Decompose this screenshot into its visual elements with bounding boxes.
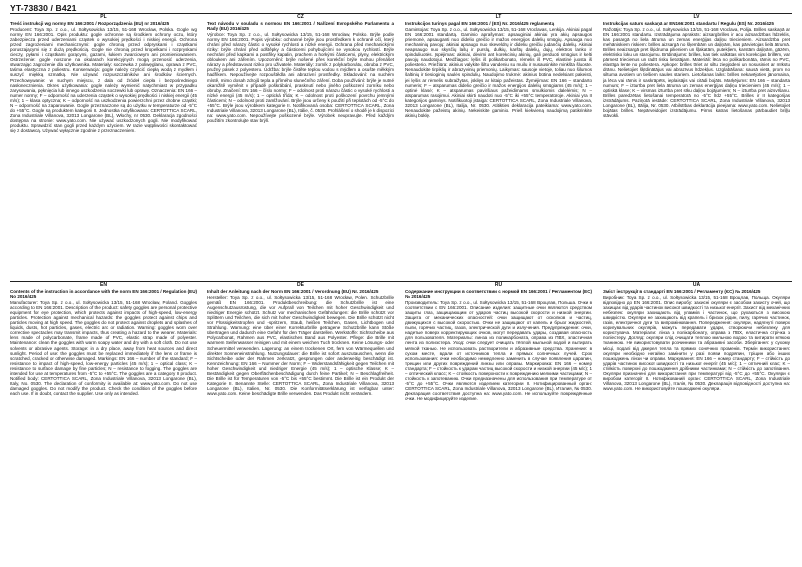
- section-ua: [603, 282, 790, 557]
- section-ru: [405, 282, 592, 557]
- language-code: LV: [693, 14, 700, 20]
- section-lv: [603, 14, 790, 276]
- section-body: Výrobce: Toya Sp. z o.o., ul. Sołtysowicka 13/15, 51-168 Wrocław, Polsko. Brýle podle normy EN 166:2001. Popis výrobku: ochranné brýle jsou prostředkem k ochraně očí, který chrání před nárazy částic o vysoké rychlosti a nízké energii. Ochrana před mechanickými riziky: brýle chrání před odštěpky a částicemi pohybujícími se vysokou rychlostí. Brýle nechrání před kapkami a postřiky kapalin, prachem a horkými částicemi, plyny, elektrickým obloukem ani zářením. Upozornění: brýle nošené přes korekční brýle mohou přenášet nárazy a představovat riziko pro uživatele. Materiály: zorník z polykarbonátu, obruba z PVC, pružný pásek z polyesteru. Údržba: brýle čistěte teplou vodou s mýdlem a osušte měkkým hadříkem. Nepoužívejte rozpouštědla ani abrazivní prostředky. Skladování: na suchém místě, mimo dosah zdrojů tepla a přímého slunečního záření. Doba používání: brýle je nutné okamžitě vyměnit v případě poškrábání, prasknutí nebo jiného poškození zorníku nebo obruby. Značení: EN 166 – číslo normy; F – odolnost proti nárazu částic o vysoké rychlosti a nízké energii (45 m/s); 1 – optická třída; K – odolnost proti poškození povrchu jemnými částicemi; N – odolnost proti zamlžování. Brýle jsou určeny k použití při teplotách od -5°C do +55°C. Brýle jsou výrobkem kategorie II. Notifikovaná osoba: CERTOTTICA SCARL, Zona Industriale Villanova, 32013 Longarone (BL), Itálie, č. 0530. Prohlášení o shodě je k dispozici na: www.yato.com. Nepoužívejte poškozené brýle. Výrobek neupravujte. Před každým použitím zkontrolujte stav brýlí.: [207, 32, 394, 123]
- language-code: PL: [100, 14, 107, 20]
- section-body: Hersteller: Toya Sp. z o.o., ul. Sołtysowicka 13/15, 51-168 Wrocław, Polen. Schutzbrille gemäß EN 166:2001. Produktbeschreibung: die Schutzbrille ist eine Augenschutzausrüstung, die vor Aufprall von Teilchen mit hoher Geschwindigkeit und niedriger Energie schützt. Schutz vor mechanischen Gefährdungen: die Brille schützt vor Splittern und Teilchen, die sich mit hoher Geschwindigkeit bewegen. Die Brille schützt nicht vor Flüssigkeitstropfen und -spritzern, Staub, heißen Teilchen, Gasen, Lichtbogen und Strahlung. Warnung: eine über einer Korrekturbrille getragene Schutzbrille kann Stöße übertragen und dadurch eine Gefahr für den Träger darstellen. Werkstoffe: Sichtscheibe aus Polycarbonat, Rahmen aus PVC, elastisches Band aus Polyester. Pflege: die Brille mit warmem Seifenwasser reinigen und mit einem weichen Tuch trocknen. Keine Lösungs- oder Scheuermittel verwenden. Lagerung: an einem trockenen Ort, fern von Wärmequellen und direkter Sonneneinstrahlung. Nutzungsdauer: die Brille ist sofort auszutauschen, wenn die Sichtscheibe oder der Rahmen zerkratzt, gesprungen oder anderweitig beschädigt ist. Kennzeichnung: EN 166 – Nummer der Norm; F – Widerstandsfähigkeit gegen Teilchen mit hoher Geschwindigkeit und niedriger Energie (45 m/s); 1 – optische Klasse; K – Beständigkeit gegen Oberflächenbeschädigung durch feine Partikel; N – Beschlagfreiheit. Die Brille ist für Temperaturen von -5°C bis +55°C bestimmt. Die Brille ist ein Produkt der Kategorie II. Benannte Stelle: CERTOTTICA SCARL, Zona Industriale Villanova, 32013 Longarone (BL), Italien, Nr. 0530. Die Konformitätserklärung ist verfügbar unter: www.yato.com. Keine beschädigte Brille verwenden. Das Produkt nicht verändern.: [207, 295, 394, 396]
- section-body: Manufacturer: Toya Sp. z o.o., ul. Sołtysowicka 13/15, 51-168 Wrocław, Poland. Goggles according to EN 166:2001. Description of the product: safety goggles are personal protective equipment for eye protection, which protects against impacts of high-speed, low-energy particles. Protection against mechanical hazards: the goggles protect against chips and particles moving at high speed. The goggles do not protect against droplets and splashes of liquids, dusts, hot particles, gases, electric arc or radiation. Warning: goggles worn over corrective spectacles may transmit impacts, thus creating a hazard to the wearer. Materials: lens made of polycarbonate, frame made of PVC, elastic strap made of polyester. Maintenance: clean the goggles with warm soapy water and dry with a soft cloth. Do not use solvents or abrasive agents. Storage: in a dry place, away from heat sources and direct sunlight. Period of use: the goggles must be replaced immediately if the lens or frame is scratched, cracked or otherwise damaged. Markings: EN 166 – number of the standard; F – resistance to impact of high-speed, low-energy particles (45 m/s); 1 – optical class; K – resistance to surface damage by fine particles; N – resistance to fogging. The goggles are intended for use at temperatures from -5°C to +55°C. The goggles are a category II product. Notified body: CERTOTTICA SCARL, Zona Industriale Villanova, 32013 Longarone (BL), Italy, No. 0530. The declaration of conformity is available at: www.yato.com. Do not use damaged goggles. Do not modify the product. Check the condition of the goggles before each use. If in doubt, contact the supplier. Use only as intended.: [10, 300, 197, 396]
- section-lt: [405, 14, 592, 276]
- language-code: RU: [494, 282, 503, 288]
- section-heading: Text návodu v souladu s normou EN 166:2001 / Nařízení Evropského Parlamentu a Rady (EU) 2016/425: [207, 21, 394, 32]
- section-heading: Inhalt der Anleitung nach der Norm EN 166:2001 / Verordnung (EU) Nr. 2016/425: [207, 289, 379, 294]
- section-pl: [10, 14, 197, 276]
- section-body: Gamintojas: Toya Sp. z o.o., ul. Sołtysowicka 13/15, 51-168 Vroclavas, Lenkija. Akiniai pagal EN 166:2001 standartą. Gaminio aprašymas: apsauginiai akiniai yra akių apsaugos priemonė, apsauganti nuo didelio greičio ir mažos energijos dalelių smūgių. Apsauga nuo mechaninių pavojų: akiniai apsaugo nuo skeveldrų ir dideliu greičiu judančių dalelių. Akiniai neapsaugo nuo skysčių lašų ir purslų, dulkių, karštų dalelių, dujų, elektros lanko ir spinduliuotės. Įspėjimas: akiniai, dėvimi ant korekcinių akinių, gali perduoti smūgius ir kelti pavojų naudotojui. Medžiagos: lęšis iš polikarbonato, rėmelis iš PVC, elastinė juosta iš poliesterio. Priežiūra: akinius valykite šiltu vandeniu su muilu ir nusausinkite minkšta šluoste. Nenaudokite tirpiklių ir abrazyvinių priemonių. Laikymas: sausoje vietoje, toliau nuo šilumos šaltinių ir tiesioginių saulės spindulių. Naudojimo trukmė: akinius būtina nedelsiant pakeisti, jei lęšis ar rėmelis subraižytas, įskilęs ar kitaip pažeistas. Žymėjimas: EN 166 – standarto numeris; F – atsparumas didelio greičio ir mažos energijos dalelių smūgiams (45 m/s); 1 – optinė klasė; K – atsparumas paviršiaus pažeidimams smulkiomis dalelėmis; N – atsparumas rasojimui. Akiniai skirti naudoti nuo -5°C iki +55°C temperatūroje. Akiniai yra II kategorijos gaminys. Notifikuotoji įstaiga: CERTOTTICA SCARL, Zona Industriale Villanova, 32013 Longarone (BL), Italija, Nr. 0530. Atitikties deklaracija pateikiama: www.yato.com. Nenaudokite pažeistų akinių. Nekeiskite gaminio. Prieš kiekvieną naudojimą patikrinkite akinių būklę.: [405, 27, 592, 118]
- section-heading: Instrukcijos turinys pagal EN 166:2001 / (ES) Nr. 2016/425 reglamentą: [405, 21, 555, 26]
- language-code: CZ: [297, 14, 304, 20]
- section-body: Производитель: Toya Sp. z o.o., ul. Sołtysowicka 13/15, 51-168 Вроцлав, Польша. Очки в соответствии с EN 166:2001. Описание изделия: защитные очки являются средством защиты глаз, защищающим от ударов частиц высокой скорости и низкой энергии. Защита от механических опасностей: очки защищают от осколков и частиц, движущихся с высокой скоростью. Очки не защищают от капель и брызг жидкостей, пыли, горячих частиц, газов, электрической дуги и излучения. Предупреждение: очки, надетые поверх корректирующих очков, могут передавать удары, создавая опасность для пользователя. Материалы: линза из поликарбоната, оправа из ПВХ, эластичная лента из полиэстера. Уход: очки следует очищать тёплой мыльной водой и вытирать мягкой тканью. Не использовать растворители и абразивные средства. Хранение: в сухом месте, вдали от источников тепла и прямых солнечных лучей. Срок использования: очки необходимо немедленно заменить в случае появления царапин, трещин или других повреждений линзы или оправы. Маркировка: EN 166 – номер стандарта; F – стойкость к ударам частиц высокой скорости и низкой энергии (45 м/с); 1 – оптический класс; K – стойкость поверхности к повреждению мелкими частицами; N – стойкость к запотеванию. Очки предназначены для использования при температуре от -5°C до +55°C. Очки являются изделием категории II. Нотифицированный орган: CERTOTTICA SCARL, Zona Industriale Villanova, 32013 Longarone (BL), Италия, № 0530. Декларация соответствия доступна на: www.yato.com. Не используйте повреждённые очки. Не модифицируйте изделие.: [405, 300, 592, 401]
- document-title: YT-73830 / B421: [10, 3, 77, 13]
- language-code: LT: [495, 14, 502, 20]
- section-de: [207, 282, 394, 557]
- language-code: DE: [297, 282, 304, 288]
- section-heading: Contents of the instruction in accordance with the norm EN 166:2001 / Regulation (EU) No 2016/425: [10, 289, 197, 300]
- language-code: EN: [100, 282, 107, 288]
- language-code: UA: [692, 282, 701, 288]
- section-heading: Treść instrukcji wg normy EN 166:2001 / Rozporządzenia (EU) nr 2016/425: [10, 21, 170, 26]
- section-body: Ražotājs: Toya Sp. z o.o., ul. Sołtysowicka 13/15, 51-168 Vroclava, Polija. Brilles saskaņā ar EN 166:2001 standartu. Izstrādājuma apraksts: aizsargbrilles ir acu aizsardzības līdzeklis, kas pasargā no liela ātruma un zemas enerģijas daļiņu triecieniem. Aizsardzība pret mehāniskiem riskiem: brilles aizsargā no šķembām un daļiņām, kas pārvietojas lielā ātrumā. Brilles neaizsargā pret šķidruma pilieniem un šļakatām, putekļiem, karstām daļiņām, gāzēm, elektrisko loku un starojumu. Brīdinājums: brilles, kas tiek valkātas virs korekcijas brillēm, var pārnest triecienus un radīt risku lietotājam. Materiāli: lēca no polikarbonāta, rāmis no PVC, elastīga lente no poliestera. Apkope: brilles tīriet ar siltu ziepjūdeni un nosusiniet ar mīkstu drānu. Nelietojiet šķīdinātājus vai abrazīvus līdzekļus. Uzglabāšana: sausā vietā, prom no siltuma avotiem un tiešiem saules stariem. Lietošanas laiks: brilles nekavējoties jānomaina, ja lēca vai rāmis ir saskrāpēts, ieplaisājis vai citādi bojāts. Marķējums: EN 166 – standarta numurs; F – izturība pret liela ātruma un zemas enerģijas daļiņu triecieniem (45 m/s); 1 – optiskā klase; K – virsmas izturība pret sīku daļiņu bojājumiem; N – izturība pret aizsvīšanu. Brilles paredzētas lietošanai temperatūrā no -5°C līdz +55°C. Brilles ir II kategorijas izstrādājums. Paziņotā iestāde: CERTOTTICA SCARL, Zona Industriale Villanova, 32013 Longarone (BL), Itālija, Nr. 0530. Atbilstības deklarācija pieejama: www.yato.com. Nelietojiet bojātas brilles. Nepārveidojiet izstrādājumu. Pirms katras lietošanas pārbaudiet briļļu stāvokli.: [603, 27, 790, 118]
- section-body: Виробник: Toya Sp. z o.o., ul. Sołtysowicka 13/15, 51-168 Вроцлав, Польща. Окуляри відповідно до EN 166:2001. Опис виробу: захисні окуляри є засобом захисту очей, що захищає від ударів частинок високої швидкості та низької енергії. Захист від механічних небезпек: окуляри захищають від уламків і частинок, що рухаються з високою швидкістю. Окуляри не захищають від крапель і бризок рідин, пилу, гарячих частинок, газів, електричної дуги та випромінювання. Попередження: окуляри, надягнуті поверх коригувальних окулярів, можуть передавати удари, створюючи небезпеку для користувача. Матеріали: лінза з полікарбонату, оправа з ПВХ, еластична стрічка з поліестеру. Догляд: окуляри слід очищати теплою мильною водою та витирати м'якою тканиною. Не використовувати розчинники та абразивні засоби. Зберігання: у сухому місці, подалі від джерел тепла та прямих сонячних променів. Термін використання: окуляри необхідно негайно замінити у разі появи подряпин, тріщин або інших пошкоджень лінзи чи оправи. Маркування: EN 166 – номер стандарту; F – стійкість до ударів частинок високої швидкості та низької енергії (45 м/с); 1 – оптичний клас; K – стійкість поверхні до пошкодження дрібними частинками; N – стійкість до запотівання. Окуляри призначені для використання при температурі від -5°C до +55°C. Окуляри є виробом категорії II. Нотифікований орган: CERTOTTICA SCARL, Zona Industriale Villanova, 32013 Longarone (BL), Італія, № 0530. Декларація відповідності доступна на: www.yato.com. Не використовуйте пошкоджені окуляри.: [603, 295, 790, 391]
- section-heading: Зміст інструкції в стандарті EN 166:2001 / Регламенту (ЄС) № 2016/425: [603, 289, 761, 294]
- section-heading: Содержание инструкции в соответствии с нормой EN 166:2001 / Регламентом (ЕС) № 2016/425: [405, 289, 592, 300]
- section-en: [10, 282, 197, 557]
- section-body: Producent: Toya Sp. z o.o., ul. Sołtysowicka 13/15, 51-168 Wrocław, Polska. Gogle wg normy EN 166:2001. Opis produktu: gogle ochronne są środkiem ochrony oczu, który zabezpiecza przed uderzeniami cząstek o wysokiej prędkości i niskiej energii. Ochrona przed zagrożeniami mechanicznymi: gogle chronią przed odpryskami i cząstkami poruszającymi się z dużą prędkością. Gogle nie chronią przed kropelkami i rozpryskami cieczy, pyłami i cząstkami gorącymi, gazami, łukiem zwarciowym ani promieniowaniem. Ostrzeżenie: gogle noszone na okularach korekcyjnych mogą przenosić uderzenia, stwarzając zagrożenie dla użytkownika. Materiały: soczewka z poliwęglanu, oprawa z PVC, taśma elastyczna z poliestru. Konserwacja: gogle należy czyścić ciepłą wodą z mydłem i suszyć miękką szmatką. Nie używać rozpuszczalników ani środków ściernych. Przechowywanie: w suchym miejscu, z dala od źródeł ciepła i bezpośredniego nasłonecznienia. Okres użytkowania: gogle należy wymienić natychmiast w przypadku zarysowania, pęknięcia lub innego uszkodzenia soczewki lub oprawy. Oznaczenia: EN 166 – numer normy; F – odporność na uderzenia cząstek o wysokiej prędkości i niskiej energii (45 m/s); 1 – klasa optyczna; K – odporność na uszkodzenia powierzchni przez drobne cząstki; N – odporność na zaparowanie. Gogle przeznaczone są do użytku w temperaturze od -5°C do +55°C. Gogle są produktem kategorii II. Jednostka notyfikowana: CERTOTTICA SCARL, Zona Industriale Villanova, 32013 Longarone (BL), Włochy, nr 0530. Deklaracja zgodności dostępna na stronie: www.yato.com. Nie używać uszkodzonych gogli. Nie modyfikować produktu. Sprawdzić stan gogli przed każdym użyciem. W razie wątpliwości skontaktować się z dostawcą. Używać wyłącznie zgodnie z przeznaczeniem.: [10, 27, 197, 133]
- section-heading: Instrukcijas saturs saskaņā ar EN166:2001 standartu / Regulu (ES) Nr. 2016/425: [603, 21, 774, 26]
- section-cz: [207, 14, 394, 276]
